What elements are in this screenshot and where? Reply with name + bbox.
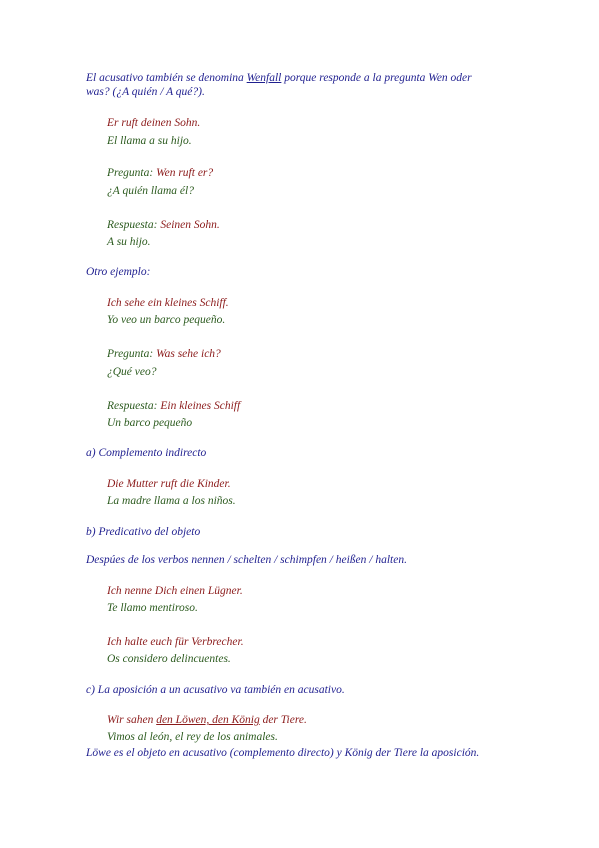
ex2-question-spanish: ¿Qué veo? — [107, 366, 157, 378]
section-a-spanish: La madre llama a los niños. — [107, 495, 236, 507]
ex1-question-spanish: ¿A quién llama él? — [107, 185, 194, 197]
question-german: Wen ruft er? — [156, 167, 214, 179]
answer-label: Respuesta: — [107, 400, 161, 412]
question-german: Was sehe ich? — [156, 348, 221, 360]
answer-german: Seinen Sohn. — [160, 219, 220, 231]
section-c-german-a: Wir sahen — [107, 714, 157, 726]
answer-german: Ein kleines Schiff — [160, 400, 241, 412]
apposition-phrase: den Löwen, den König — [156, 714, 260, 726]
section-c-german — [107, 713, 307, 728]
section-a-german: Die Mutter ruft die Kinder. — [107, 478, 231, 490]
intro-line-1 — [86, 71, 472, 86]
section-b-german-2: Ich halte euch für Verbrecher. — [107, 636, 244, 648]
section-b-description: Despúes de los verbos nennen / schelten / schimpfen / heißen / halten. — [86, 554, 407, 566]
section-b-spanish-2: Os considero delincuentes. — [107, 653, 231, 665]
question-label: Pregunta: — [107, 348, 157, 360]
ex1-spanish: El llama a su hijo. — [107, 135, 192, 147]
section-c-spanish: Vimos al león, el rey de los animales. — [107, 731, 278, 743]
wenfall-term: Wenfall — [246, 72, 282, 84]
section-c-german-b: der Tiere. — [259, 714, 307, 726]
intro-text-a: El acusativo también se denomina — [86, 72, 247, 84]
otro-ejemplo-heading: Otro ejemplo: — [86, 266, 151, 278]
ex1-answer-spanish: A su hijo. — [107, 236, 151, 248]
ex2-spanish: Yo veo un barco pequeño. — [107, 314, 226, 326]
section-b-german-1: Ich nenne Dich einen Lügner. — [107, 585, 243, 597]
ex1-question — [107, 166, 213, 181]
question-label: Pregunta: — [107, 167, 157, 179]
ex2-question — [107, 347, 221, 362]
section-c-heading: c) La aposición a un acusativo va también en acusativo. — [86, 684, 345, 696]
answer-label: Respuesta: — [107, 219, 161, 231]
intro-line-2: was? (¿A quién / A qué?). — [86, 86, 205, 98]
ex1-german: Er ruft deinen Sohn. — [107, 117, 201, 129]
ex2-answer-spanish: Un barco pequeño — [107, 417, 193, 429]
ex1-answer — [107, 218, 220, 233]
ex2-german: Ich sehe ein kleines Schiff. — [107, 297, 229, 309]
section-b-spanish-1: Te llamo mentiroso. — [107, 602, 198, 614]
intro-text-b: porque responde a la pregunta Wen oder — [281, 72, 472, 84]
section-a-heading: a) Complemento indirecto — [86, 447, 207, 459]
ex2-answer — [107, 399, 240, 414]
section-b-heading: b) Predicativo del objeto — [86, 526, 201, 538]
section-c-note: Löwe es el objeto en acusativo (complemento directo) y König der Tiere la aposición. — [86, 747, 480, 759]
